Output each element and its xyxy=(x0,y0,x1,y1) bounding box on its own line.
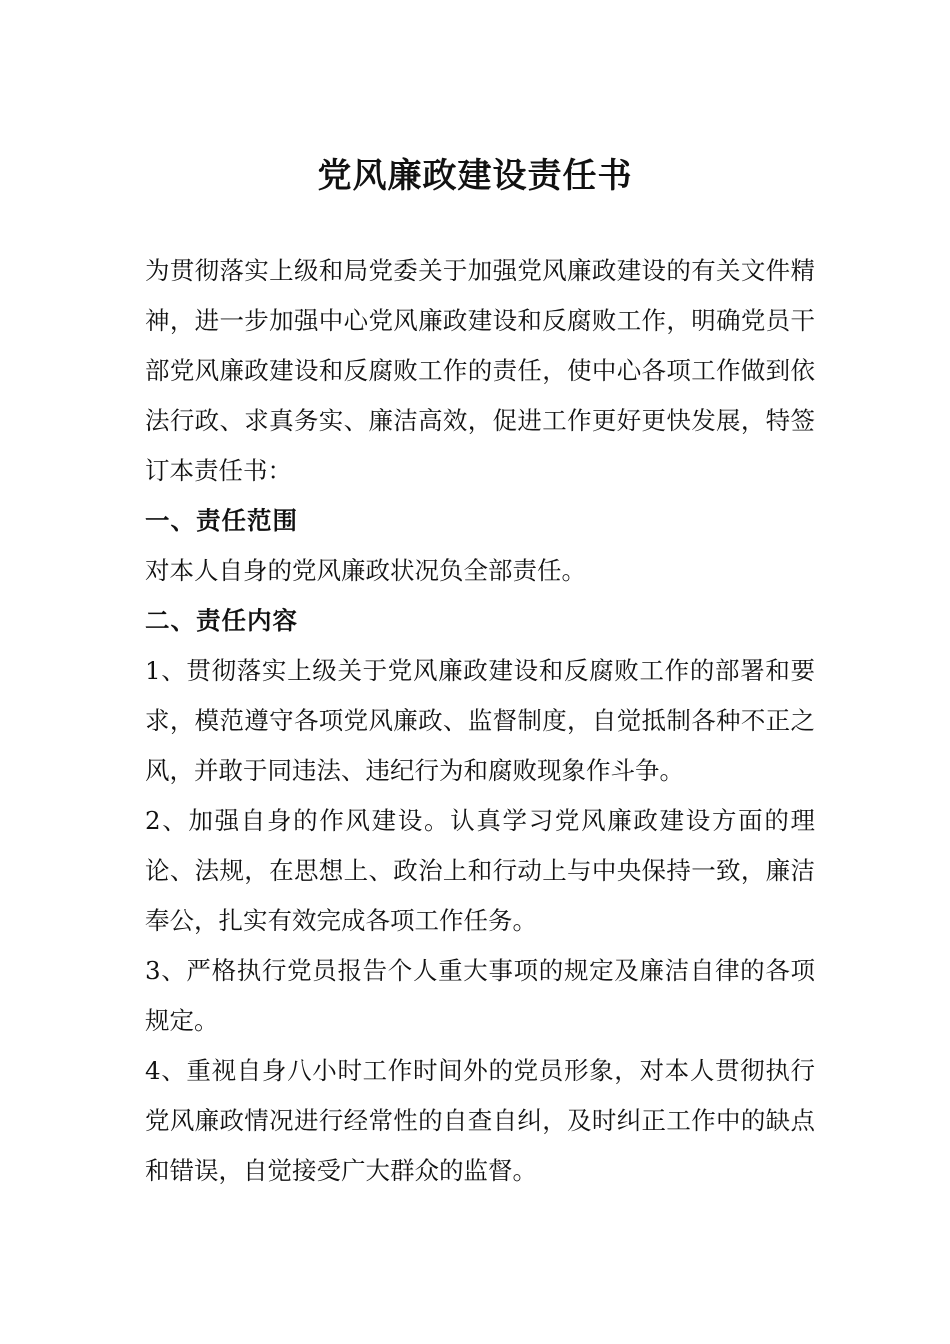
content-item-3: 3、严格执行党员报告个人重大事项的规定及廉洁自律的各项规定。 xyxy=(145,956,815,1035)
content-item-1: 1、贯彻落实上级关于党风廉政建设和反腐败工作的部署和要求，模范遵守各项党风廉政、监督制度，自觉抵制各种不正之风，并敢于同违法、违纪行为和腐败现象作斗争。 xyxy=(145,656,815,785)
content-item-2: 2、加强自身的作风建设。认真学习党风廉政建设方面的理论、法规，在思想上、政治上和行动上与中央保持一致，廉洁奉公，扎实有效完成各项工作任务。 xyxy=(145,806,815,935)
content-item-4: 4、重视自身八小时工作时间外的党员形象，对本人贯彻执行党风廉政情况进行经常性的自查自纠，及时纠正工作中的缺点和错误，自觉接受广大群众的监督。 xyxy=(145,1056,815,1185)
document-body xyxy=(145,246,815,1196)
document-title: 党风廉政建设责任书 xyxy=(317,156,633,196)
intro-paragraph: 为贯彻落实上级和局党委关于加强党风廉政建设的有关文件精神，进一步加强中心党风廉政建设和反腐败工作，明确党员干部党风廉政建设和反腐败工作的责任，使中心各项工作做到依法行政、求真务实、廉洁高效，促进工作更好更快发展，特签订本责任书： xyxy=(145,256,815,485)
section-heading-scope: 一、责任范围 xyxy=(145,506,298,535)
section-heading-content: 二、责任内容 xyxy=(145,606,298,635)
section-text-scope: 对本人自身的党风廉政状况负全部责任。 xyxy=(145,556,586,585)
